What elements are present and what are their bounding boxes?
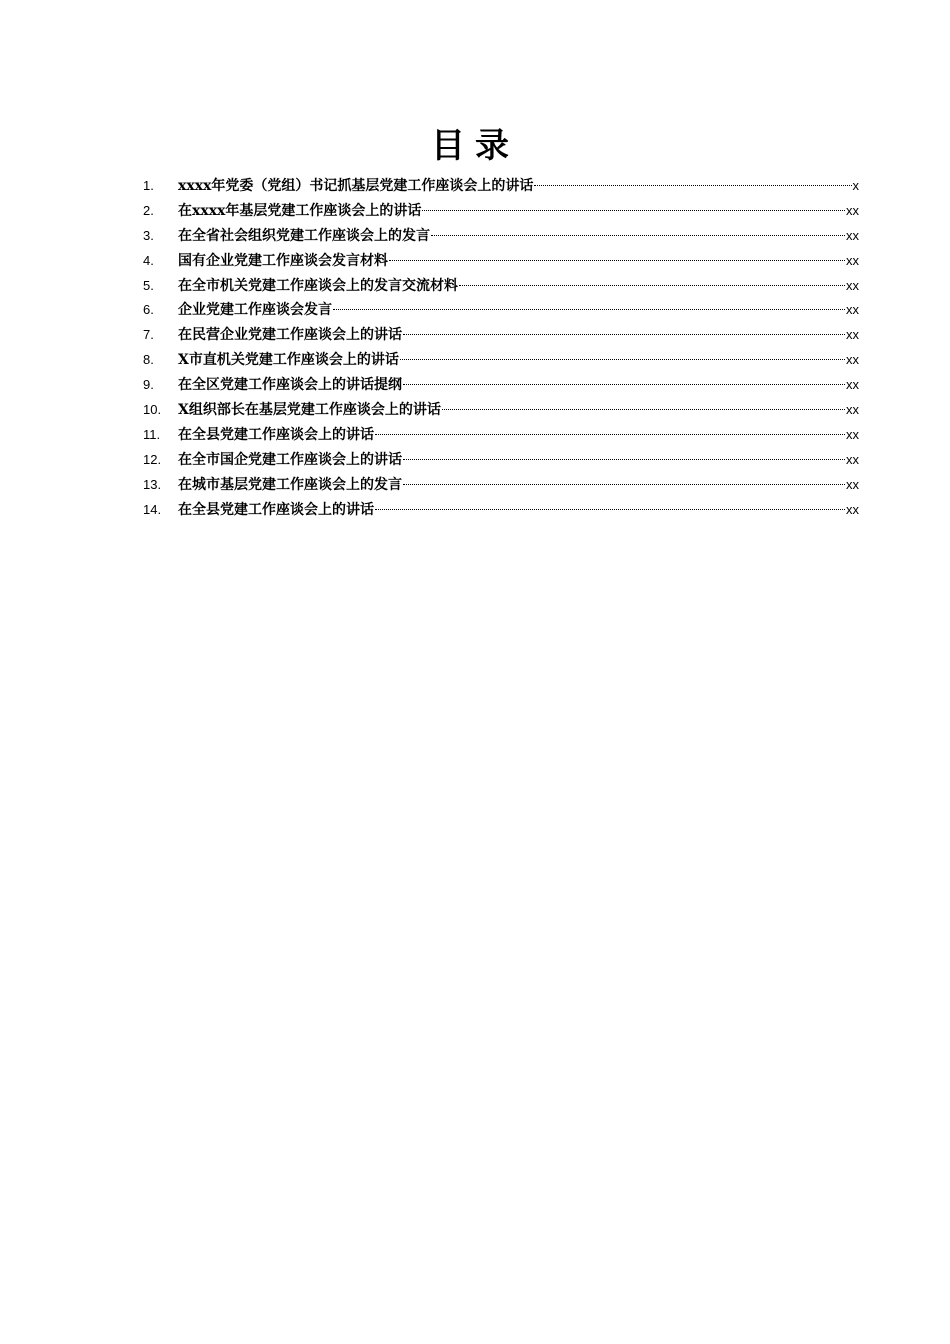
toc-dot-leader	[389, 260, 845, 261]
toc-entry-page: xx	[846, 476, 859, 492]
toc-entry-title: 企业党建工作座谈会发言	[178, 302, 332, 319]
toc-entry-page: xx	[846, 252, 859, 268]
toc-dot-leader	[442, 409, 845, 410]
toc-entry-7[interactable]	[143, 323, 859, 348]
toc-entry-number: 13.	[143, 476, 162, 492]
toc-entry-number: 2.	[143, 202, 154, 218]
toc-entry-page: xx	[846, 352, 859, 368]
toc-entry-title: 在全区党建工作座谈会上的讲话提纲	[178, 377, 402, 394]
toc-entry-number: 4.	[143, 252, 154, 268]
toc-entry-page: x	[852, 178, 859, 193]
toc-entry-page: xx	[846, 501, 859, 517]
toc-dot-leader	[459, 285, 845, 286]
toc-entry-1[interactable]	[143, 174, 859, 199]
toc-entry-6[interactable]	[143, 298, 859, 323]
toc-entry-title: 在全市机关党建工作座谈会上的发言交流材料	[178, 277, 458, 294]
toc-entry-12[interactable]	[143, 448, 859, 473]
toc-dot-leader	[333, 309, 845, 310]
toc-entry-title: 在xxxx年基层党建工作座谈会上的讲话	[178, 202, 422, 219]
toc-entry-4[interactable]	[143, 249, 859, 274]
toc-entry-title: 在民营企业党建工作座谈会上的讲话	[178, 327, 402, 344]
toc-entry-number: 8.	[143, 352, 154, 368]
toc-dot-leader	[403, 484, 845, 485]
toc-entry-8[interactable]	[143, 348, 859, 373]
toc-list	[143, 174, 859, 522]
toc-entry-number: 6.	[143, 302, 154, 318]
toc-dot-leader	[403, 384, 845, 385]
toc-entry-number: 14.	[143, 501, 162, 517]
toc-entry-number: 11.	[143, 426, 161, 442]
toc-entry-page: xx	[846, 377, 859, 393]
toc-entry-title: 在全县党建工作座谈会上的讲话	[178, 501, 374, 518]
toc-dot-leader	[400, 359, 845, 360]
toc-entry-page: xx	[846, 202, 859, 218]
toc-dot-leader	[422, 210, 845, 211]
toc-entry-title: X组织部长在基层党建工作座谈会上的讲话	[178, 402, 441, 419]
toc-entry-title: 在全县党建工作座谈会上的讲话	[178, 426, 374, 443]
toc-entry-title: 在城市基层党建工作座谈会上的发言	[178, 476, 402, 493]
toc-dot-leader	[534, 185, 851, 186]
toc-dot-leader	[403, 459, 845, 460]
toc-entry-title: xxxx年党委（党组）书记抓基层党建工作座谈会上的讲话	[178, 178, 534, 194]
toc-entry-number: 7.	[143, 327, 154, 343]
toc-entry-page: xx	[846, 451, 859, 467]
toc-entry-number: 5.	[143, 277, 154, 293]
toc-entry-9[interactable]	[143, 373, 859, 398]
toc-entry-10[interactable]	[143, 398, 859, 423]
toc-entry-3[interactable]	[143, 224, 859, 249]
toc-dot-leader	[375, 509, 845, 510]
toc-entry-2[interactable]	[143, 199, 859, 224]
toc-entry-title: 在全省社会组织党建工作座谈会上的发言	[178, 227, 430, 244]
toc-entry-14[interactable]	[143, 498, 859, 523]
toc-dot-leader	[431, 235, 845, 236]
toc-entry-number: 10.	[143, 402, 162, 418]
toc-title: 目录	[431, 126, 519, 166]
toc-entry-number: 9.	[143, 377, 154, 393]
toc-entry-page: xx	[846, 227, 859, 243]
toc-entry-13[interactable]	[143, 473, 859, 498]
toc-entry-page: xx	[846, 277, 859, 293]
toc-entry-number: 1.	[143, 178, 154, 193]
toc-entry-5[interactable]	[143, 274, 859, 299]
toc-entry-11[interactable]	[143, 423, 859, 448]
toc-dot-leader	[375, 434, 845, 435]
toc-entry-page: xx	[846, 426, 859, 442]
toc-entry-page: xx	[846, 402, 859, 418]
toc-entry-title: 在全市国企党建工作座谈会上的讲话	[178, 451, 402, 468]
toc-entry-number: 12.	[143, 451, 162, 467]
toc-entry-page: xx	[846, 302, 859, 318]
toc-entry-title: X市直机关党建工作座谈会上的讲话	[178, 352, 399, 369]
toc-entry-title: 国有企业党建工作座谈会发言材料	[178, 252, 388, 269]
toc-entry-number: 3.	[143, 227, 154, 243]
toc-entry-page: xx	[846, 327, 859, 343]
toc-dot-leader	[403, 334, 845, 335]
